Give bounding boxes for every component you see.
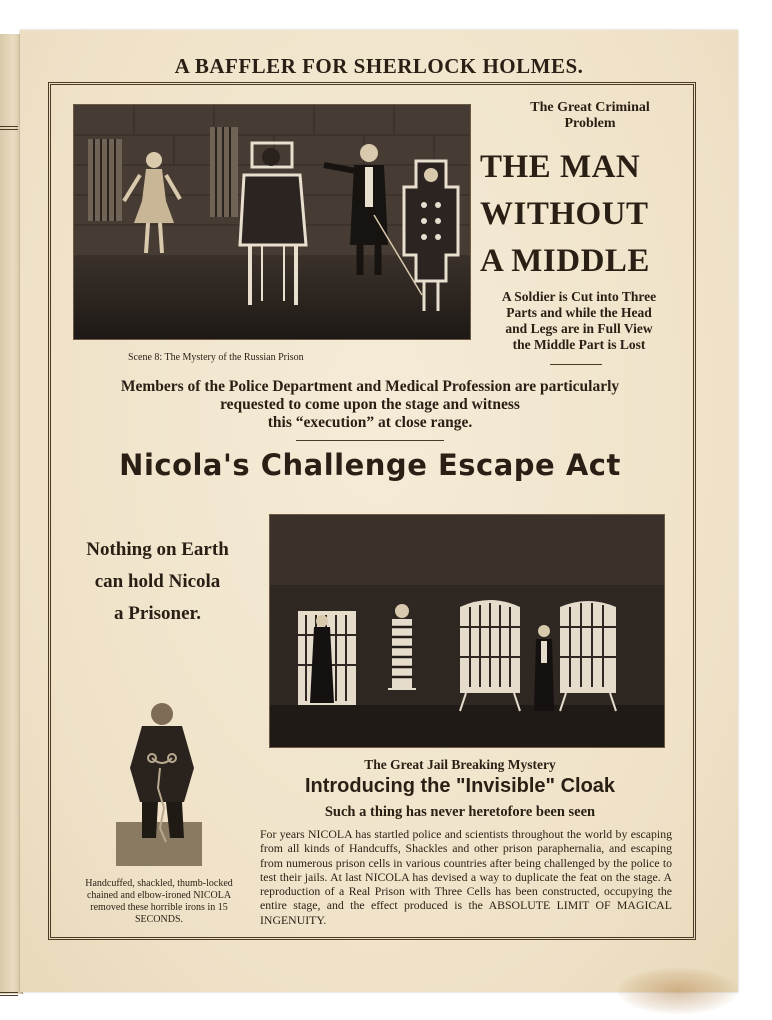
jail-illustration xyxy=(270,515,664,747)
center-rule xyxy=(296,440,444,441)
jail-title: Introducing the "Invisible" Cloak xyxy=(304,775,616,797)
poster-sheet xyxy=(20,30,738,992)
handcuff-caption: Handcuffed, shackled, thumb-locked chained and elbow-ironed NICOLA removed these horrible irons in 15 SECONDS. xyxy=(85,878,233,925)
feature-title: THE MAN WITHOUT A MIDDLE xyxy=(480,149,650,279)
handcuffed-nicola-figure xyxy=(112,698,212,868)
page-header: A BAFFLER FOR SHERLOCK HOLMES. xyxy=(174,54,584,78)
challenge-title: Nicola's Challenge Escape Act xyxy=(119,448,621,482)
photo-man-without-middle xyxy=(73,104,471,340)
paper-stain xyxy=(618,968,738,1014)
previous-page-border xyxy=(0,126,18,996)
jail-subtitle: The Great Jail Breaking Mystery xyxy=(364,757,556,772)
scene-illustration xyxy=(74,105,470,339)
shackled-man-illustration xyxy=(112,698,212,868)
short-rule-right xyxy=(550,364,602,365)
jail-body-text: For years NICOLA has startled police and scientists throughout the world by escaping from all kinds of Handcuffs, Shackles and other prison paraphernalia, and escaping from numerous prison cells in various countries after being challenged by the police to test their jails. At last NICOLA has devised a way to duplicate the feat on the stage. A reproduction of a Real Prison with Three Cells has been constructed, occupying the entire stage, and the effect produced is the ABSOLUTE LIMIT OF MAGICAL INGENUITY. xyxy=(260,827,672,927)
feature-description: A Soldier is Cut into Three Parts and while the Head and Legs are in Full View the Middle Part is Lost xyxy=(501,289,657,352)
nothing-on-earth: Nothing on Earth can hold Nicola a Prisoner. xyxy=(86,539,229,624)
feature-subtitle: The Great Criminal Problem xyxy=(530,100,650,131)
jail-tagline: Such a thing has never heretofore been seen xyxy=(324,804,596,820)
photo-jail-cells xyxy=(269,514,665,748)
scene-caption: Scene 8: The Mystery of the Russian Prison xyxy=(128,352,304,363)
request-notice: Members of the Police Department and Medical Profession are particularly requested to come upon the stage and witness this “execution” at close range. xyxy=(120,378,620,431)
